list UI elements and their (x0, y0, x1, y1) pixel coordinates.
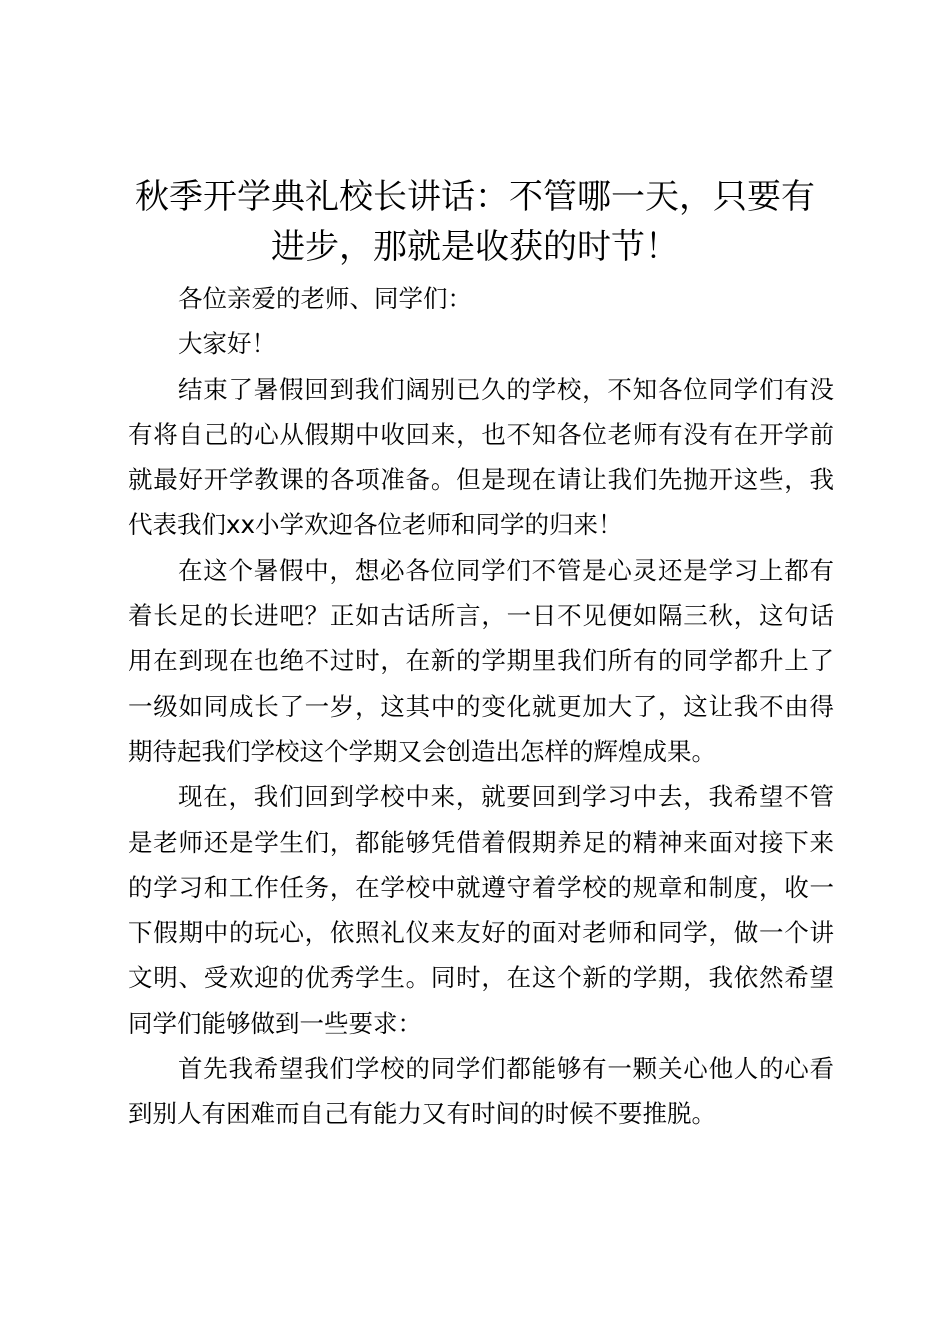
paragraph-first-request: 首先我希望我们学校的同学们都能够有一颗关心他人的心看到别人有困难而自己有能力又有时间的时候不要推脱。 (128, 1054, 834, 1129)
paragraph-summer: 在这个暑假中，想必各位同学们不管是心灵还是学习上都有着长足的长进吧？正如古话所言，一日不见便如隔三秋，这句话用在到现在也绝不过时，在新的学期里我们所有的同学都升上了一级如同成长了一岁，这其中的变化就更加大了，这让我不由得期待起我们学校这个学期又会创造出怎样的辉煌成果。 (128, 555, 834, 766)
document-title: 秋季开学典礼校长讲话：不管哪一天，只要有进步，那就是收获的时节！ (135, 177, 815, 267)
greeting: 大家好！ (178, 329, 276, 359)
salutation: 各位亲爱的老师、同学们： (178, 284, 472, 313)
document-body (128, 276, 834, 1137)
paragraph-welcome: 结束了暑假回到我们阔别已久的学校，不知各位同学们有没有将自己的心从假期中收回来，也不知各位老师有没有在开学前就最好开学教课的各项准备。但是现在请让我们先抛开这些，我代表我们xx小学欢迎各位老师和同学的归来！ (128, 374, 834, 540)
paragraph-expectations: 现在，我们回到学校中来，就要回到学习中去，我希望不管是老师还是学生们，都能够凭借着假期养足的精神来面对接下来的学习和工作任务，在学校中就遵守着学校的规章和制度，收一下假期中的玩心，依照礼仪来友好的面对老师和同学，做一个讲文明、受欢迎的优秀学生。同时，在这个新的学期，我依然希望同学们能够做到一些要求： (128, 782, 834, 1038)
